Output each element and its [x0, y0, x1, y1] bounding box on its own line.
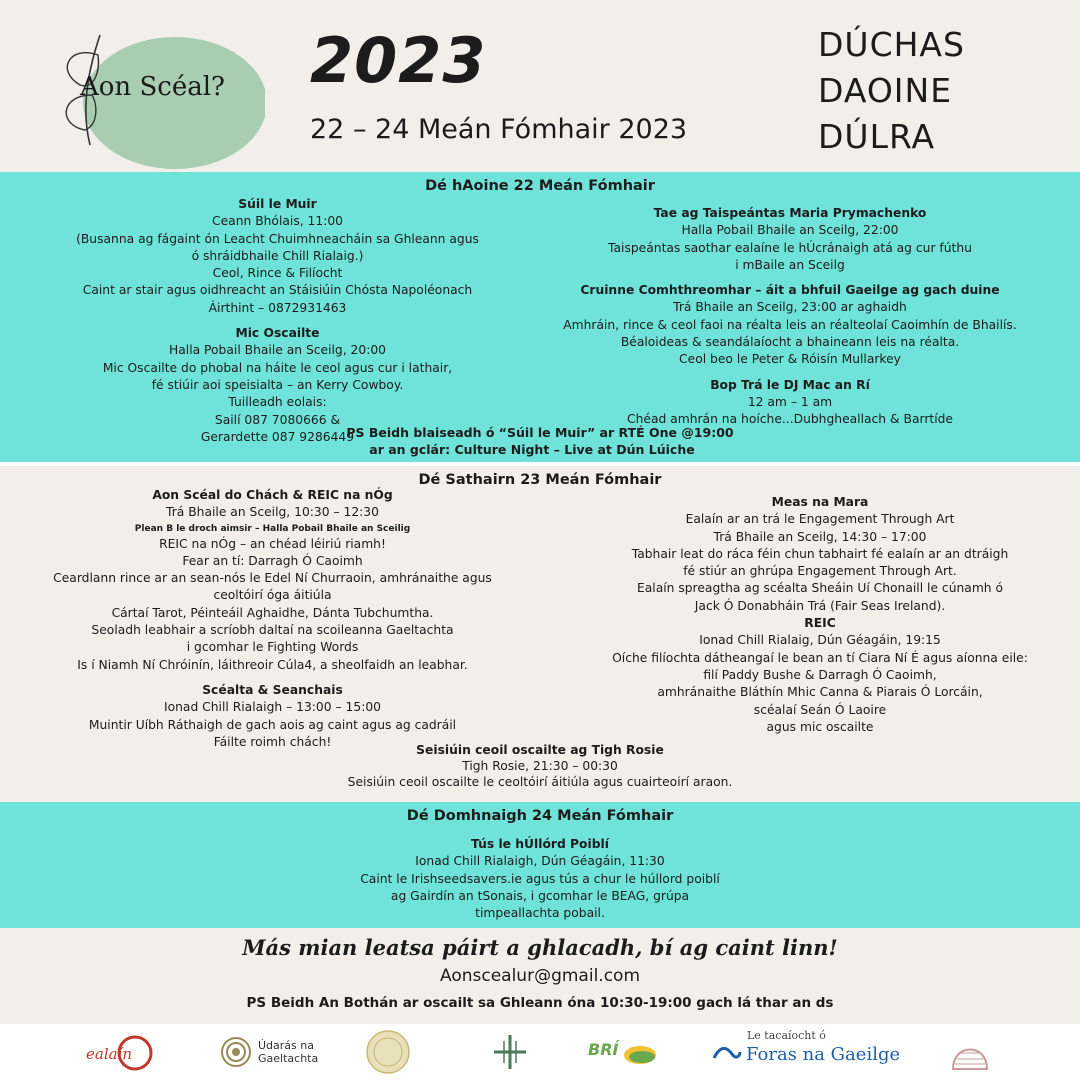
- event-detail: Fear an tí: Darragh Ó Caoimh: [182, 553, 363, 568]
- sunday-column: [290, 836, 790, 922]
- event-detail: Halla Pobail Bhaile an Sceilg, 22:00: [681, 223, 899, 238]
- event-detail: agus mic oscailte: [766, 719, 874, 734]
- event-title: Aon Scéal do Chách & REIC na nÓg: [152, 488, 393, 502]
- event-detail: ó shráidbhaile Chill Rialaig.): [191, 248, 364, 263]
- event-detail: Caint ar stair agus oidhreacht an Stáisiúin Chósta Napoléonach: [82, 283, 473, 298]
- event-note: Plean B le droch aimsir – Halla Pobail Bhaile an Sceilig: [134, 523, 411, 534]
- event-title: Scéalta & Seanchais: [202, 682, 343, 697]
- event-detail: Ceann Bhólais, 11:00: [212, 214, 343, 229]
- event-title: Súil le Muir: [238, 197, 317, 211]
- event-detail: REIC na nÓg – an chéad léiriú riamh!: [159, 536, 386, 551]
- foras-logo: [712, 1029, 902, 1075]
- saturday-title: Dé Sathairn 23 Meán Fómhair: [418, 472, 662, 488]
- brigid-cross-logo-icon: [490, 1029, 530, 1075]
- event-detail: Amhráin, rince & ceol faoi na réalta leis an réalteolaí Caoimhín de Bhailís.: [563, 317, 1017, 332]
- friday-ps-line: PS Beidh blaiseadh ó “Súil le Muir” ar RTÉ One @19:00: [346, 425, 734, 440]
- friday-right-column: [530, 205, 1050, 429]
- event-detail: Oíche filíochta dátheangaí le bean an tí Ciara Ní É agus aíonna eile:: [612, 650, 1028, 665]
- event-detail: timpeallachta pobail.: [475, 906, 605, 921]
- invite-text: Más mian leatsa páirt a ghlacadh, bí ag caint linn!: [242, 935, 838, 960]
- event-detail: Trá Bhaile an Sceilg, 23:00 ar aghaidh: [673, 300, 907, 315]
- footer-ps: PS Beidh An Bothán ar oscailt sa Ghleann óna 10:30-19:00 gach lá thar an ds: [246, 995, 834, 1011]
- event-title: Tae ag Taispeántas Maria Prymachenko: [653, 206, 927, 220]
- event-detail: Ceol beo le Peter & Róisín Mullarkey: [679, 352, 901, 367]
- event-detail: Béaloideas & seandálaíocht a bhaineann leis na réalta.: [620, 335, 960, 350]
- ealain-text: ealaín: [86, 1045, 133, 1063]
- sunday-title: Dé Domhnaigh 24 Meán Fómhair: [406, 808, 674, 824]
- event-detail: fé stiúir aoi speisialta – an Kerry Cowboy.: [151, 377, 404, 392]
- spacer: [40, 317, 515, 325]
- event-detail: i mBaile an Sceilg: [735, 257, 845, 272]
- event-detail: i gcomhar le Fighting Words: [186, 640, 359, 655]
- spacer: [530, 369, 1050, 377]
- motto-line: DÚLRA: [818, 117, 936, 156]
- event-detail: Trá Bhaile an Sceilg, 14:30 – 17:00: [713, 529, 927, 544]
- event-detail: Ionad Chill Rialaig, Dún Géagáin, 19:15: [699, 633, 941, 648]
- foras-text: Foras na Gaeilge: [746, 1043, 901, 1065]
- event-detail: (Busanna ag fágaint ón Leacht Chuimhneacháin sa Ghleann agus: [76, 231, 479, 246]
- event-detail: ag Gairdín an tSonais, i gcomhar le BEAG, grúpa: [390, 888, 690, 903]
- udaras-emblem-icon: [220, 1036, 252, 1068]
- logo-blob: [83, 37, 265, 169]
- motto: [818, 22, 965, 160]
- foras-caption: Le tacaíocht ó: [747, 1029, 826, 1042]
- contact-email[interactable]: Aonscealur@gmail.com: [440, 966, 640, 986]
- event-detail: Is í Niamh Ní Chróinín, láithreoir Cúla4, a sheolfaidh an leabhar.: [77, 657, 468, 672]
- motto-line: DAOINE: [818, 71, 953, 110]
- event-detail: Ealaín spreagtha ag scéalta Sheáin Uí Chonaill le cúnamh ó: [636, 581, 1004, 596]
- friday-ps-line: ar an gclár: Culture Night – Live at Dún Lúiche: [369, 442, 695, 457]
- event-detail: amhránaithe Bláthín Mhic Canna & Piarais Ó Lorcáin,: [657, 685, 983, 700]
- event-detail: Ionad Chill Rialaigh, Dún Géagáin, 11:30: [415, 854, 665, 869]
- event-year: 2023: [310, 24, 487, 97]
- motto-line: DÚCHAS: [818, 25, 965, 64]
- saturday-left-column: [25, 487, 520, 751]
- event-title: Meas na Mara: [771, 495, 869, 509]
- friday-title: Dé hAoine 22 Meán Fómhair: [425, 178, 655, 194]
- event-detail: Ceardlann rince ar an sean-nós le Edel Ní Churraoin, amhránaithe agus: [53, 571, 492, 586]
- event-detail: Seoladh leabhair a scríobh daltaí na scoileanna Gaeltachta: [91, 623, 454, 638]
- spacer: [530, 274, 1050, 282]
- event-detail: Trá Bhaile an Sceilg, 10:30 – 12:30: [166, 505, 379, 520]
- header: [0, 0, 1080, 172]
- event-detail: Fáilte roimh chách!: [213, 734, 332, 749]
- foras-waves-icon: [712, 1042, 742, 1066]
- circular-sponsor-logo: [360, 1029, 416, 1075]
- sponsor-strip: [0, 1024, 1080, 1080]
- event-title: Mic Oscailte: [235, 326, 320, 341]
- udaras-logo: [220, 1029, 330, 1075]
- event-detail: Jack Ó Donabháin Trá (Fair Seas Ireland).: [694, 598, 946, 613]
- event-title: Tús le hÚllórd Poiblí: [471, 837, 609, 851]
- saturday-right-column: [560, 494, 1080, 736]
- event-detail: 12 am – 1 am: [747, 394, 833, 409]
- event-detail: Áirthint – 0872931463: [208, 300, 347, 315]
- event-detail: Muintir Uíbh Ráthaigh de gach aois ag caint agus ag cadráil: [88, 717, 457, 732]
- event-detail: Ionad Chill Rialaigh – 13:00 – 15:00: [163, 700, 381, 715]
- udaras-text: Údarás na: [258, 1039, 314, 1052]
- event-detail: ceoltóirí óga áitiúla: [213, 588, 332, 603]
- event-detail: Chéad amhrán na hoíche...Dubhgheallach & Barrtíde: [627, 412, 953, 427]
- event-detail: Tuilleadh eolais:: [228, 395, 327, 410]
- event-detail: Cártaí Tarot, Péinteáil Aghaidhe, Dánta Tubchumtha.: [111, 605, 434, 620]
- event-detail: scéalaí Seán Ó Laoire: [753, 702, 887, 717]
- logo-text: Aon Scéal?: [80, 72, 225, 102]
- session-title: Seisiúin ceoil oscailte ag Tigh Rosie: [416, 743, 664, 757]
- beehive-hut-logo-icon: [945, 1029, 995, 1075]
- session-description: Seisiúin ceoil oscailte le ceoltóirí áitiúla agus cuairteoirí araon.: [347, 775, 733, 789]
- event-detail: fé stiúr an ghrúpa Engagement Through Art.: [683, 564, 957, 579]
- divider: [0, 462, 1080, 466]
- event-dates: 22 – 24 Meán Fómhair 2023: [310, 114, 688, 145]
- udaras-text: Gaeltachta: [258, 1052, 319, 1065]
- ealain-logo: [80, 1029, 160, 1075]
- event-detail: Caint le Irishseedsavers.ie agus tús a chur le húllord poiblí: [360, 871, 720, 886]
- session-time: Tigh Rosie, 21:30 – 00:30: [462, 759, 618, 773]
- aon-sceal-logo: [50, 25, 265, 175]
- event-title: Bop Trá le DJ Mac an Rí: [710, 377, 870, 392]
- event-detail: Mic Oscailte do phobal na háite le ceol agus cur i lathair,: [102, 360, 453, 375]
- bri-logo: [582, 1029, 662, 1075]
- spacer: [25, 674, 520, 682]
- friday-left-column: [40, 196, 515, 446]
- event-detail: Halla Pobail Bhaile an Sceilg, 20:00: [169, 343, 386, 358]
- event-detail: filí Paddy Bushe & Darragh Ó Caoimh,: [703, 667, 937, 682]
- bri-text: BRÍ: [588, 1040, 619, 1059]
- event-detail: Ealaín ar an trá le Engagement Through Art: [685, 512, 955, 527]
- event-detail: Tabhair leat do ráca féin chun tabhairt fé ealaín ar an dtráigh: [631, 546, 1009, 561]
- event-detail: Taispeántas saothar ealaíne le hÚcránaigh atá ag cur fúthu: [608, 240, 972, 255]
- event-detail: Sailí 087 7080666 &: [214, 412, 341, 427]
- event-detail: Ceol, Rince & Filíocht: [212, 266, 343, 281]
- event-title: Cruinne Comhthreomhar – áit a bhfuil Gaeilge ag gach duine: [580, 283, 1000, 298]
- event-title: REIC: [804, 616, 836, 631]
- event-detail: Gerardette 087 9286449: [200, 429, 355, 444]
